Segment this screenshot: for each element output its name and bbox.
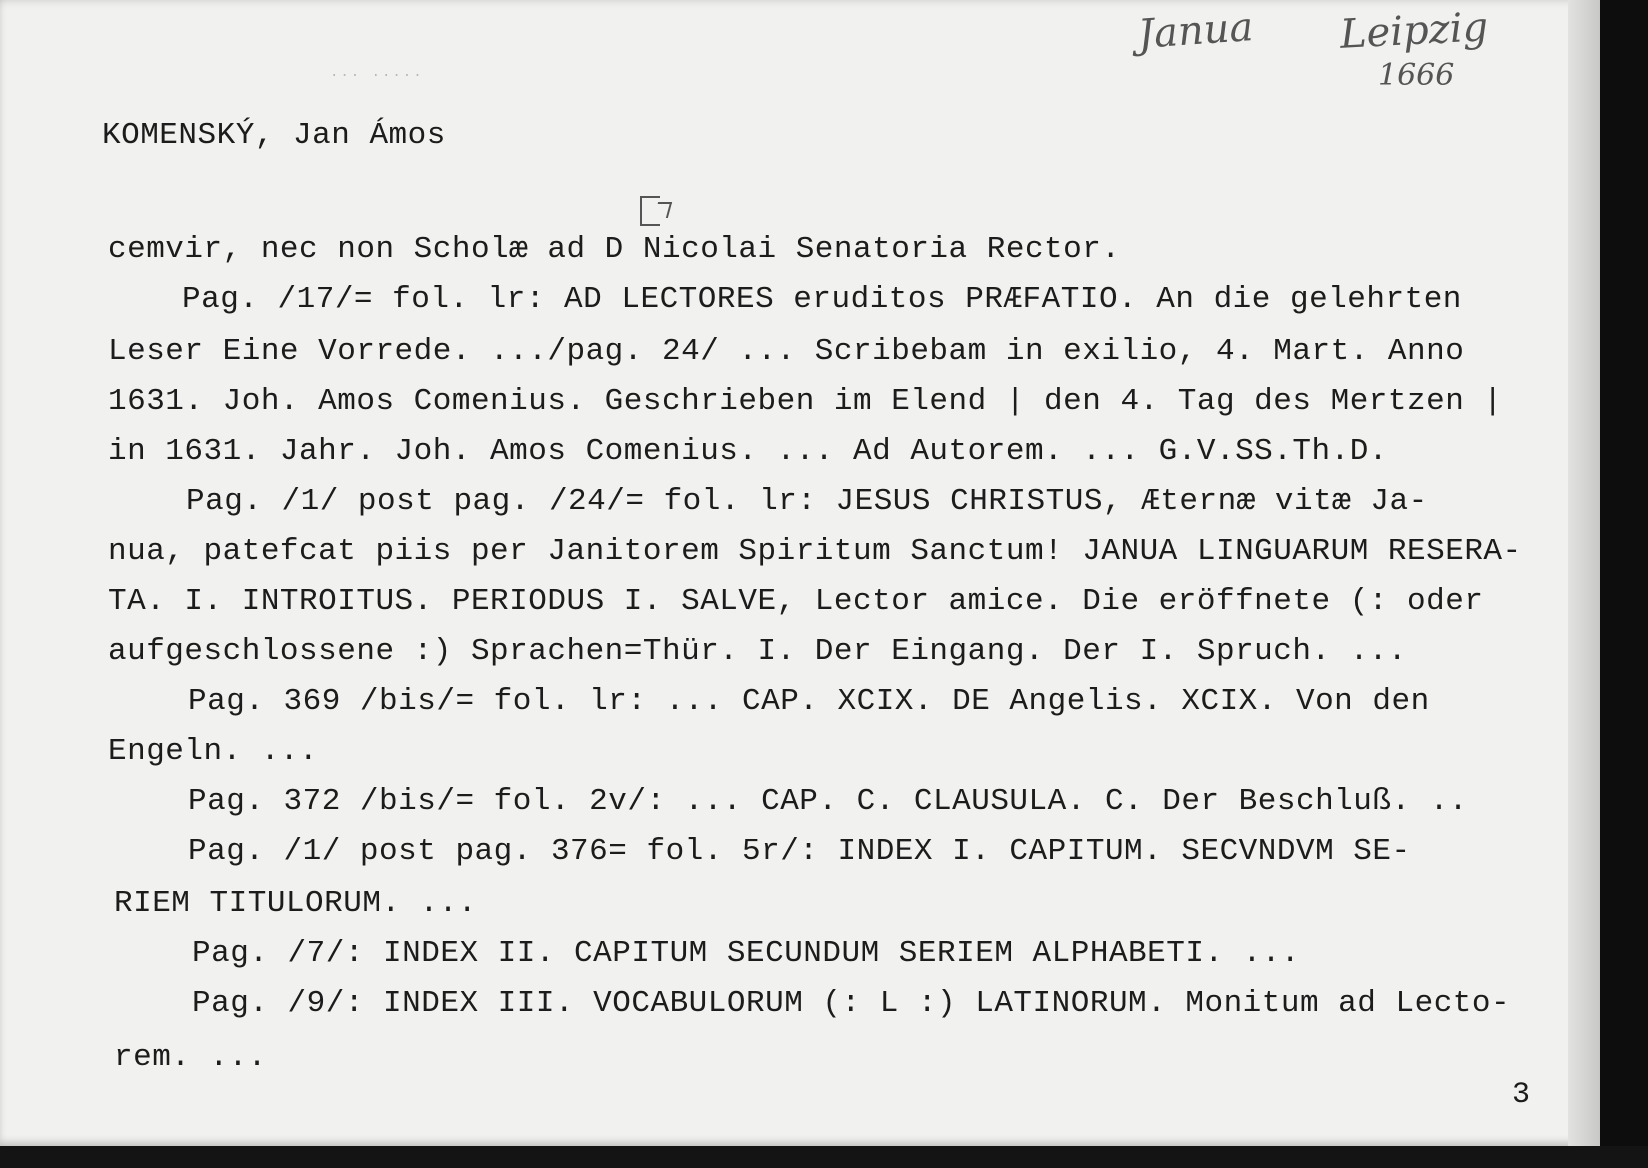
text-line: Pag. /17/= fol. lr: AD LECTORES eruditos PRÆFATIO. An die gelehrten <box>182 282 1462 317</box>
text-line: 1631. Joh. Amos Comenius. Geschrieben im Elend | den 4. Tag des Mertzen | <box>108 384 1503 419</box>
text-line: Pag. /7/: INDEX II. CAPITUM SECUNDUM SERIEM ALPHABETI. ... <box>192 936 1300 971</box>
text-line: Leser Eine Vorrede. .../pag. 24/ ... Scribebam in exilio, 4. Mart. Anno <box>108 334 1465 369</box>
author-heading: KOMENSKÝ, Jan Ámos <box>102 118 446 153</box>
card-edge-shadow <box>1568 0 1600 1146</box>
text-line: RIEM TITULORUM. ... <box>114 886 477 921</box>
handwritten-year: 1666 <box>1378 58 1455 93</box>
text-line: Pag. 369 /bis/= fol. lr: ... CAP. XCIX. DE Angelis. XCIX. Von den <box>188 684 1430 719</box>
text-line: aufgeschlossene :) Sprachen=Thür. I. Der Eingang. Der I. Spruch. ... <box>108 634 1408 669</box>
text-line: TA. I. INTROITUS. PERIODUS I. SALVE, Lector amice. Die eröffnete (: oder <box>108 584 1484 619</box>
handwritten-place: Leipzig <box>1338 4 1490 58</box>
handwritten-title: Janua <box>1136 4 1255 58</box>
text-line: Engeln. ... <box>108 734 319 769</box>
text-line: Pag. /1/ post pag. 376= fol. 5r/: INDEX I. CAPITUM. SECVNDVM SE- <box>188 834 1411 869</box>
bracket-mark-icon <box>640 196 660 226</box>
page-number: 3 <box>1512 1078 1531 1112</box>
text-line: Pag. 372 /bis/= fol. 2v/: ... CAP. C. CLAUSULA. C. Der Beschluß. .. <box>188 784 1468 819</box>
faint-marks: ··· ····· <box>330 68 424 84</box>
text-line: rem. ... <box>114 1040 267 1075</box>
text-line: nua, patefcat piis per Janitorem Spiritum Sanctum! JANUA LINGUARUM RESERA- <box>108 534 1522 569</box>
scan-border-bottom <box>0 1146 1648 1168</box>
scan-border-right <box>1600 0 1648 1168</box>
text-line: in 1631. Jahr. Joh. Amos Comenius. ... Ad Autorem. ... G.V.SS.Th.D. <box>108 434 1388 469</box>
text-line: Pag. /9/: INDEX III. VOCABULORUM (: L :) LATINORUM. Monitum ad Lecto- <box>192 986 1511 1021</box>
text-line: cemvir, nec non Scholæ ad D Nicolai Senatoria Rector. <box>108 232 1121 267</box>
text-line: Pag. /1/ post pag. /24/= fol. lr: JESUS CHRISTUS, Æternæ vitæ Ja- <box>186 484 1428 519</box>
